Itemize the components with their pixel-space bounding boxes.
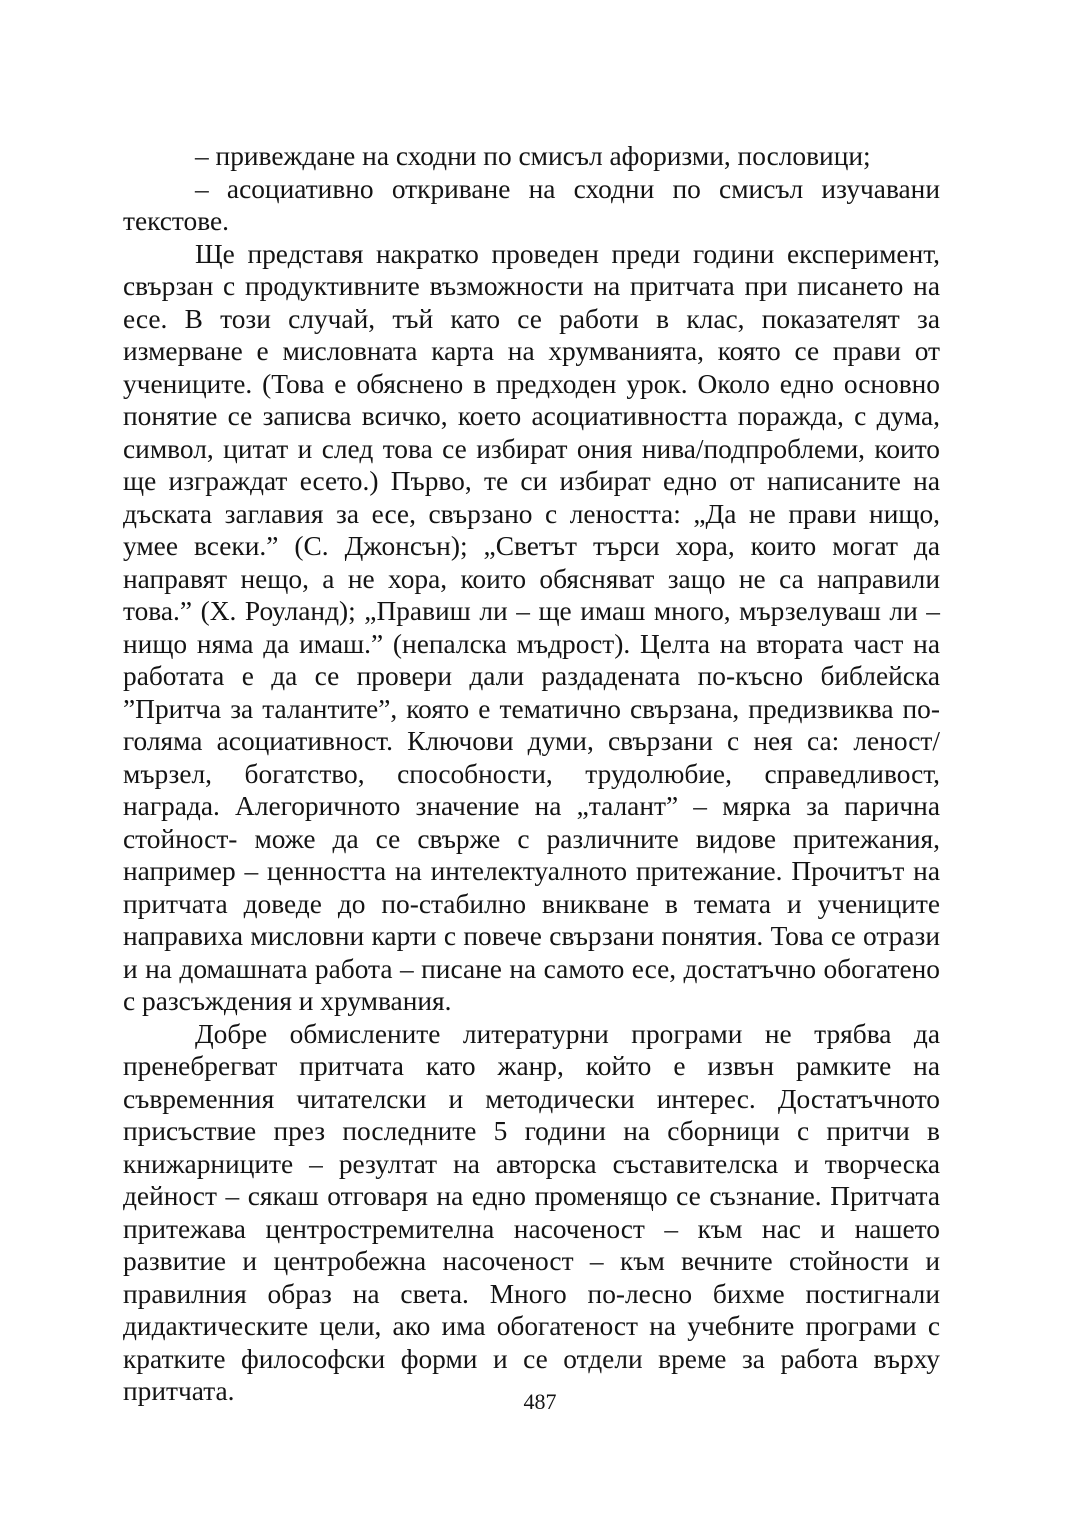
paragraph-experiment: Ще представя накратко проведен преди години експеримент, свързан с продуктивните възможности на притчата при писането на есе. В този случай, тъй като се работи в клас, показателят за измерване е мисловната карта на хрумванията, която се прави от учениците. (Това е обяснено в предходен урок. Около едно основно понятие се записва всичко, което асоциативността поражда, с дума, символ, цитат и след това се избират ония нива/подпроблеми, които ще изграждат есето.) Първо, те си избират едно от написаните на дъската заглавия за есе, свързано с леността: „Да не прави нищо, умее всеки.” (С. Джонсън); „Светът търси хора, които могат да направят нещо, а не хора, които обясняват защо не са направили това.” (Х. Роуланд); „Правиш ли – ще имаш много, мързелуваш ли – нищо няма да имаш.” (непалска мъдрост). Целта на втората част на работата е да се провери дали раздадената по-късно библейска ”Притча за талантите”, която е тематично свързана, предизвиква по-голяма асоциативност. Ключови думи, свързани с нея са: леност/мързел, богатство, способности, трудолюбие, справедливост, награда. Алегоричното значение на „талант” – мярка за парична стойност- може да се свърже с различните видове притежания, например – ценността на интелектуалното притежание. Прочитът на притчата доведе до по-стабилно вникване в темата и учениците направиха мисловни карти с повече свързани понятия. Това се отрази и на домашната работа – писане на самото есе, достатъчно обогатено с разсъждения и хрумвания. [123,238,940,1016]
list-item: – асоциативно откриване на сходни по смисъл изучавани текстове. [123,173,940,236]
page-number: 487 [523,1389,557,1414]
list-item: – привеждане на сходни по смисъл афоризми, пословици; [195,141,871,171]
body-text [123,140,940,1408]
paragraph-conclusion: Добре обмислените литературни програми не трябва да пренебрегват притчата като жанр, който е извън рамките на съвременния читателски и методически интерес. Достатъчното присъствие през последните 5 години на сборници с притчи в книжарниците – резултат на авторска съставителска и творческа дейност – сякаш отговаря на едно променящо се съзнание. Притчата притежава центростремителна насоченост – към нас и нашето развитие и центробежна насоченост – към вечните стойности и правилния образ на света. Много по-лесно бихме постигнали дидактическите цели, ако има обогатеност на учебните програми с кратките философски форми и се отдели време за работа върху притчата. [123,1018,940,1406]
